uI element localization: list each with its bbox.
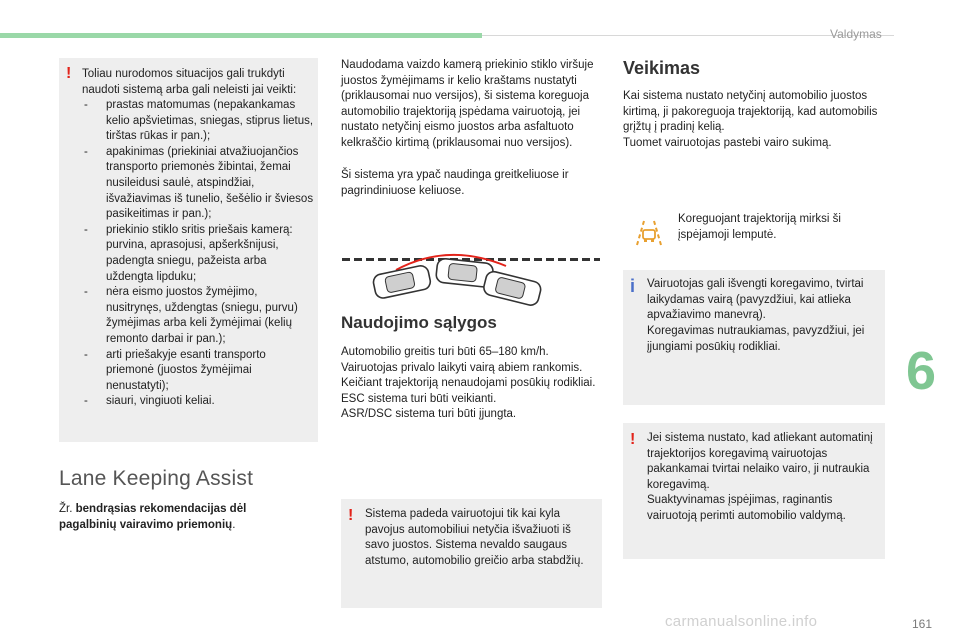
conditions-title: Naudojimo sąlygos [341,313,497,332]
warning-text-system: Sistema padeda vairuotojui tik kai kyla pavojus automobiliui netyčia išvažiuoti iš savo juostos. Sistema nevaldo saugaus atstumo, automobilio greičio arba stabdžių. [365,508,584,567]
lane-warning-lamp-icon [632,217,666,247]
car-left [372,264,432,299]
warning-text-correction: Jei sistema nustato, kad atliekant automatinį trajektorijos koregavimą vairuotojas pakankamai tvirtai nelaiko vairo, ji nutraukia koregavimą. [647,432,873,491]
footer-watermark: carmanualsonline.info [665,613,818,630]
operation-paragraph-2: Tuomet vairuotojas pastebi vairo sukimą. [623,137,832,149]
lamp-text: Koreguojant trajektoriją mirksi ši įspėjamoji lemputė. [678,213,841,241]
intro-paragraph: Naudodama vaizdo kamerą priekinio stiklo viršuje juostos žymėjimams ir kelio kraštams nustatyti (priklausomai nuo versijos), ši sistema koreguoja automobilio trajektoriją įspėdama vairuotoją, jei nustato netyčinį eismo juostos arba asfaltuoto kelkraščio kirtimą (priklausomai nuo versijos). [341,59,594,149]
operation-title: Veikimas [623,58,701,78]
info-text: Vairuotojas gali išvengti koregavimo, tvirtai laikydamas vairą (pavyzdžiui, kai atlieka apvažiavimo manevrą). [647,278,864,322]
reference-suffix: . [232,518,236,531]
info-icon: i [630,276,636,296]
info-text-2: Koregavimas nutraukiamas, pavyzdžiui, jei įjungiami posūkių rodikliai. [647,325,865,353]
bullet-item: - siauri, vingiuoti keliai. [82,394,314,410]
intro-paragraph-2: Ši sistema yra ypač naudinga greitkeliuose ir pagrindiniuose keliuose. [341,169,569,197]
conditions-bullet-list [82,98,314,410]
warning-exclamation-icon: ! [66,65,72,82]
header-accent-bar [0,33,482,38]
condition-line: Vairuotojas privalo laikyti vairą abiem rankomis. [341,361,583,374]
bullet-item: - nėra eismo juostos žymėjimo, nusitrynęs, uždengtas (sniegu, purvu) žymėjimas arba keli žymėjimai (kelių remonto darbai ir pan.); [82,285,314,347]
warning-panel-correction [623,423,885,559]
warning-exclamation-icon: ! [630,431,636,448]
reference-prefix: Žr. [59,503,76,515]
chapter-number: 6 [906,341,937,401]
bullet-item: - arti priešakyje esanti transporto priemonė (juostos žymėjimai nenustatyti); [82,348,314,395]
reference-paragraph [59,502,299,533]
warning-exclamation-icon: ! [348,507,354,524]
bullet-item: - priekinio stiklo sritis priešais kamerą: purvina, aprasojusi, apšerkšnijusi, padengta sniegu, pažeista arba uždengta lipduku; [82,223,314,285]
warning-text-correction-2: Suaktyvinamas įspėjimas, raginantis vairuotoją perimti automobilio valdymą. [647,494,846,522]
lane-keeping-assist-title: Lane Keeping Assist [59,467,254,490]
car-right [482,270,542,307]
reference-link-text[interactable]: bendrąsias rekomendacijas dėl pagalbinių vairavimo priemonių [59,503,247,531]
condition-line: ASR/DSC sistema turi būti įjungta. [341,408,517,421]
condition-line: ESC sistema turi būti veikianti. [341,392,497,405]
warning-intro: Toliau nurodomos situacijos gali trukdyti naudoti sistemą arba gali neleisti jai veikti: [82,68,297,96]
bullet-item: - apakinimas (priekiniai atvažiuojančios transporto priemonės žibintai, žemai nusileidusi saulė, atspindžiai, išvažiavimas iš tunelio, šešėlio ir šviesos pasikeitimas ir pan.); [82,145,314,223]
condition-line: Automobilio greitis turi būti 65–180 km/h. [341,346,549,358]
bullet-item: - prastas matomumas (nepakankamas kelio apšvietimas, sniegas, stiprus lietus, tirštas rūkas ir pan.); [82,98,314,145]
conditions-list [341,345,606,423]
lane-departure-illustration [338,236,603,308]
section-title: Valdymas [830,27,882,41]
warning-panel-system [341,499,602,608]
warning-panel-conditions [59,58,318,442]
condition-line: Keičiant trajektoriją nenaudojami posūkių rodikliai. [341,377,596,390]
operation-paragraph: Kai sistema nustato netyčinį automobilio juostos kirtimą, ji pakoreguoja trajektoriją, kad automobilis grįžtų į pradinį kelią. [623,90,878,134]
page-number: 161 [912,617,933,631]
lane-marking-dashes [342,258,600,261]
info-panel [623,270,885,405]
